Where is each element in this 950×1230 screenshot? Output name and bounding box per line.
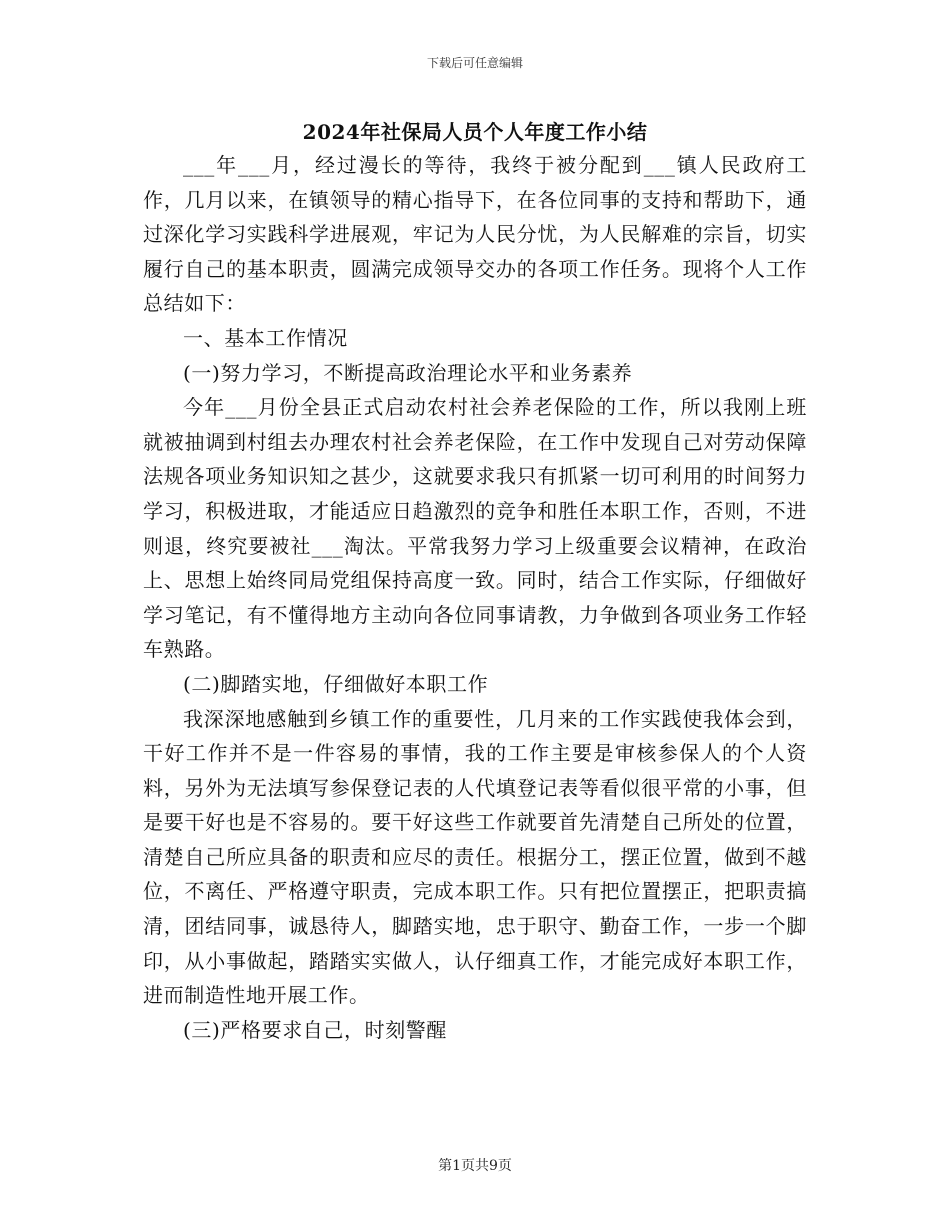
paragraph-study: 今年___月份全县正式启动农村社会养老保险的工作，所以我刚上班就被抽调到村组去办理农村社会养老保险，在工作中发现自己对劳动保障法规各项业务知识知之甚少，这就要求我只有抓紧一切可利用的时间努力学习，积极进取，才能适应日趋激烈的竞争和胜任本职工作，否则，不进则退，终究要被社___淘汰。平常我努力学习上级重要会议精神，在政治上、思想上始终同局党组保持高度一致。同时，结合工作实际，仔细做好学习笔记，有不懂得地方主动向各位同事请教，力争做到各项业务工作轻车熟路。: [143, 395, 807, 662]
document-body: [143, 148, 807, 1047]
paragraph-duty: 我深深地感触到乡镇工作的重要性，几月来的工作实践使我体会到，干好工作并不是一件容易的事情，我的工作主要是审核参保人的个人资料，另外为无法填写参保登记表的人代填登记表等看似很平常的小事，但是要干好也是不容易的。要干好这些工作就要首先清楚自己所处的位置，清楚自己所应具备的职责和应尽的责任。根据分工，摆正位置，做到不越位，不离任、严格遵守职责，完成本职工作。只有把位置摆正，把职责搞清，团结同事，诚恳待人，脚踏实地，忠于职守、勤奋工作，一步一个脚印，从小事做起，踏踏实实做人，认仔细真工作，才能完成好本职工作，进而制造性地开展工作。: [143, 706, 807, 1008]
subsection-heading-discipline: (三)严格要求自己，时刻警醒: [183, 1017, 448, 1042]
subsection-heading-duty: (二)脚踏实地，仔细做好本职工作: [183, 671, 489, 696]
subsection-heading-study: (一)努力学习，不断提高政治理论水平和业务素养: [183, 360, 633, 385]
page-number: 第1页共9页: [438, 1158, 512, 1174]
header-note: 下载后可任意编辑: [426, 56, 523, 70]
section-heading-basic-work: 一、基本工作情况: [183, 325, 348, 350]
paragraph-intro: ___年___月，经过漫长的等待，我终于被分配到___镇人民政府工作，几月以来，在镇领导的精心指导下，在各位同事的支持和帮助下，通过深化学习实践科学进展观，牢记为人民分忧，为人民解难的宗旨，切实履行自己的基本职责，圆满完成领导交办的各项工作任务。现将个人工作总结如下：: [143, 153, 807, 316]
document-title: 2024年社保局人员个人年度工作小结: [302, 120, 648, 144]
